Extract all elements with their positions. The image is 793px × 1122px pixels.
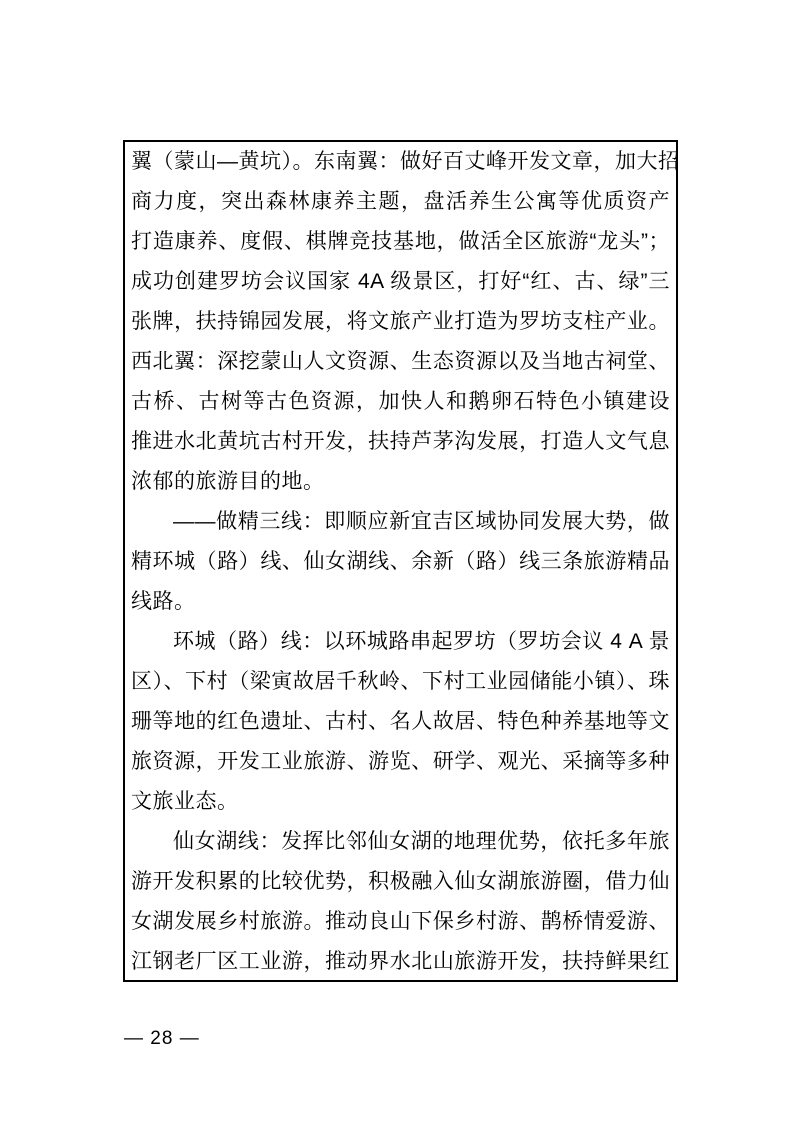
text-line: 环城（路）线：以环城路串起罗坊（罗坊会议 4 A 景 [173,630,670,653]
text-line: 旅资源，开发工业旅游、游览、研学、观光、采摘等多种 [131,750,670,773]
text-line: 打造康养、度假、棋牌竞技基地，做活全区旅游“龙头”； [131,230,670,253]
text-frame [123,140,678,982]
text-line: 浓郁的旅游目的地。 [131,470,325,493]
text-line: 区）、下村（梁寅故居千秋岭、下村工业园储能小镇）、珠 [131,670,670,693]
paragraph [131,142,680,502]
text-line: 商力度，突出森林康养主题，盘活养生公寓等优质资产 [131,190,670,213]
text-line: 游开发积累的比较优势，积极融入仙女湖旅游圈，借力仙 [131,870,670,893]
text-line: 成功创建罗坊会议国家 4A 级景区，打好“红、古、绿”三 [131,270,670,293]
text-line: 文旅业态。 [131,790,239,813]
text-line: 女湖发展乡村旅游。推动良山下保乡村游、鹊桥情爱游、 [131,910,670,933]
text-line: 古桥、古树等古色资源，加快人和鹅卵石特色小镇建设 [131,390,670,413]
text-line: 精环城（路）线、仙女湖线、余新（路）线三条旅游精品 [131,550,670,573]
text-line: ——做精三线：即顺应新宜吉区域协同发展大势，做 [173,510,670,533]
text-line: 张牌，扶持锦园发展，将文旅产业打造为罗坊支柱产业。 [131,310,670,333]
paragraph [131,822,670,982]
text-line: 线路。 [131,590,196,613]
text-line: 翼（蒙山—黄坑）。东南翼：做好百丈峰开发文章，加大招 [131,150,680,173]
text-line: 仙女湖线：发挥比邻仙女湖的地理优势，依托多年旅 [173,830,670,853]
page-number: — 28 — [124,1028,200,1049]
text-line: 西北翼：深挖蒙山人文资源、生态资源以及当地古祠堂、 [131,350,670,373]
paragraph [131,622,670,822]
paragraph [131,502,670,622]
text-line: 珊等地的红色遗址、古村、名人故居、特色种养基地等文 [131,710,670,733]
text-line: 江钢老厂区工业游，推动界水北山旅游开发，扶持鲜果红 [131,950,670,973]
text-line: 推进水北黄坑古村开发，扶持芦茅沟发展，打造人文气息 [131,430,670,453]
